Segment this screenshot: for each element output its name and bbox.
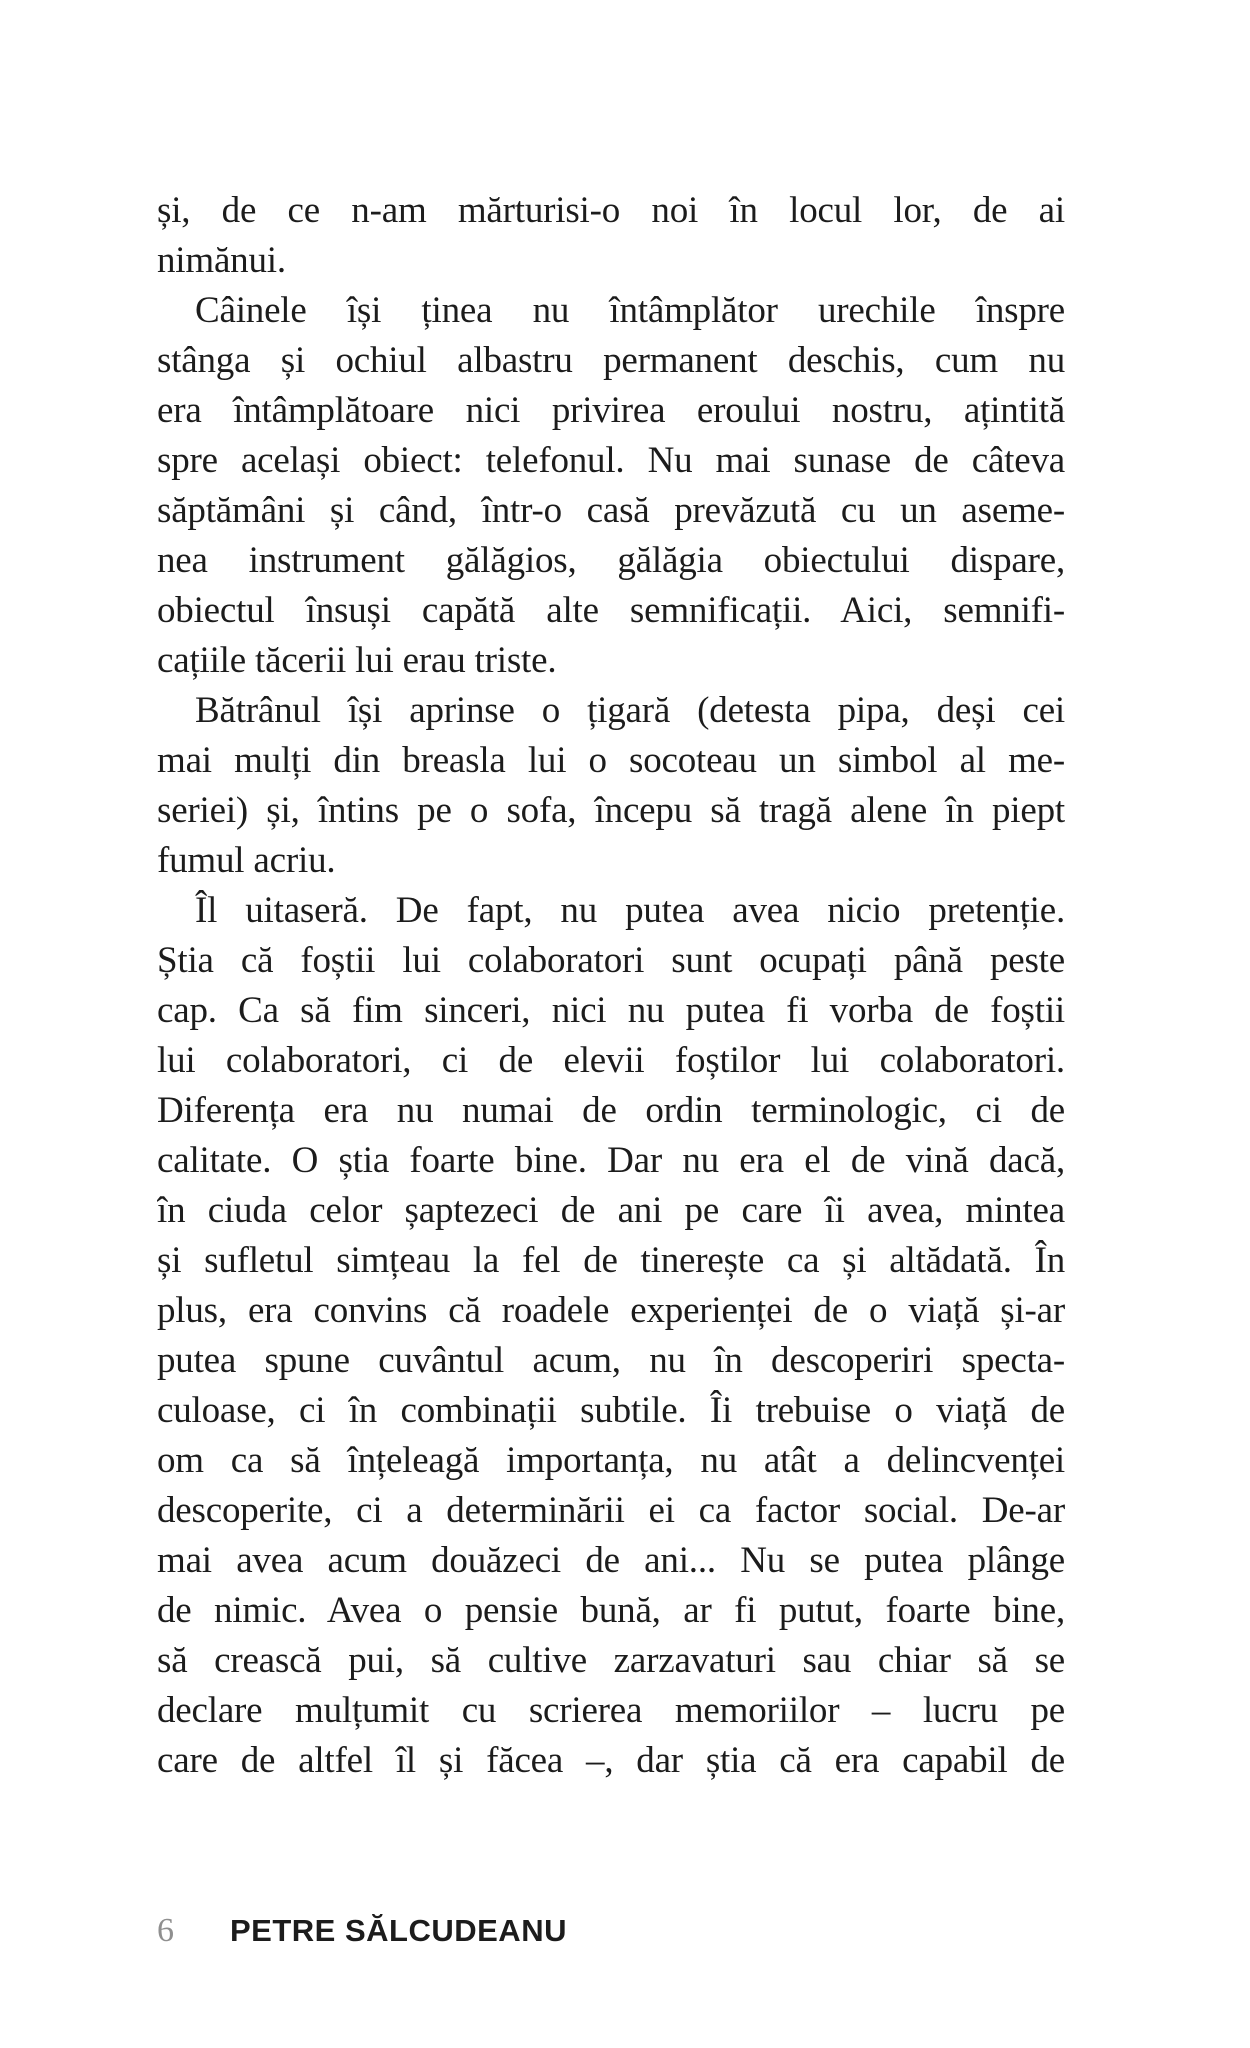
text-line: care de altfel îl și făcea –, dar știa că era capabil de xyxy=(157,1740,1065,1781)
text-line: săptămâni și când, într-o casă prevăzută cu un aseme- xyxy=(157,490,1065,531)
text-line: cațiile tăcerii lui erau triste. xyxy=(157,640,557,681)
text-line: Câinele își ținea nu întâmplător urechile înspre xyxy=(195,290,1065,331)
paragraph xyxy=(157,686,1065,886)
text-line: seriei) și, întins pe o sofa, începu să tragă alene în piept xyxy=(157,790,1065,831)
footer-author-name: PETRE SĂLCUDEANU xyxy=(230,1913,567,1948)
text-line: mai avea acum douăzeci de ani... Nu se putea plânge xyxy=(157,1540,1065,1581)
text-line: nimănui. xyxy=(157,240,286,281)
text-line: mai mulți din breasla lui o socoteau un simbol al me- xyxy=(157,740,1065,781)
text-line: lui colaboratori, ci de elevii foștilor lui colaboratori. xyxy=(157,1040,1065,1081)
body-text xyxy=(157,186,1065,1786)
text-line: să crească pui, să cultive zarzavaturi sau chiar să se xyxy=(157,1640,1065,1681)
text-line: obiectul însuși capătă alte semnificații. Aici, semnifi- xyxy=(157,590,1065,631)
text-line: culoase, ci în combinații subtile. Îi trebuise o viață de xyxy=(157,1390,1065,1431)
text-line: nea instrument gălăgios, gălăgia obiectului dispare, xyxy=(157,540,1065,581)
page-footer xyxy=(157,1912,1065,1950)
paragraph xyxy=(157,886,1065,1786)
text-line: plus, era convins că roadele experienței de o viață și-ar xyxy=(157,1290,1065,1331)
text-line: stânga și ochiul albastru permanent deschis, cum nu xyxy=(157,340,1065,381)
text-line: calitate. O știa foarte bine. Dar nu era el de vină dacă, xyxy=(157,1140,1065,1181)
text-line: de nimic. Avea o pensie bună, ar fi putut, foarte bine, xyxy=(157,1590,1065,1631)
text-line: fumul acriu. xyxy=(157,840,336,881)
text-line: în ciuda celor șaptezeci de ani pe care îi avea, mintea xyxy=(157,1190,1065,1231)
paragraph xyxy=(157,186,1065,286)
text-line: Știa că foștii lui colaboratori sunt ocupați până peste xyxy=(157,940,1065,981)
text-line: om ca să înțeleagă importanța, nu atât a delincvenței xyxy=(157,1440,1065,1481)
text-line: descoperite, ci a determinării ei ca factor social. De-ar xyxy=(157,1490,1065,1531)
page-number: 6 xyxy=(157,1912,174,1949)
text-line: Îl uitaseră. De fapt, nu putea avea nicio pretenție. xyxy=(195,890,1065,931)
text-line: putea spune cuvântul acum, nu în descoperiri specta- xyxy=(157,1340,1065,1381)
text-line: și sufletul simțeau la fel de tinerește ca și altădată. În xyxy=(157,1240,1065,1281)
text-line: cap. Ca să fim sinceri, nici nu putea fi vorba de foștii xyxy=(157,990,1065,1031)
text-line: era întâmplătoare nici privirea eroului nostru, ațintită xyxy=(157,390,1065,431)
text-line: declare mulțumit cu scrierea memoriilor – lucru pe xyxy=(157,1690,1065,1731)
text-line: spre același obiect: telefonul. Nu mai sunase de câteva xyxy=(157,440,1065,481)
text-line: și, de ce n-am mărturisi-o noi în locul lor, de ai xyxy=(157,190,1065,231)
text-line: Bătrânul își aprinse o țigară (detesta pipa, deși cei xyxy=(195,690,1065,731)
paragraph xyxy=(157,286,1065,686)
text-line: Diferența era nu numai de ordin terminologic, ci de xyxy=(157,1090,1065,1131)
